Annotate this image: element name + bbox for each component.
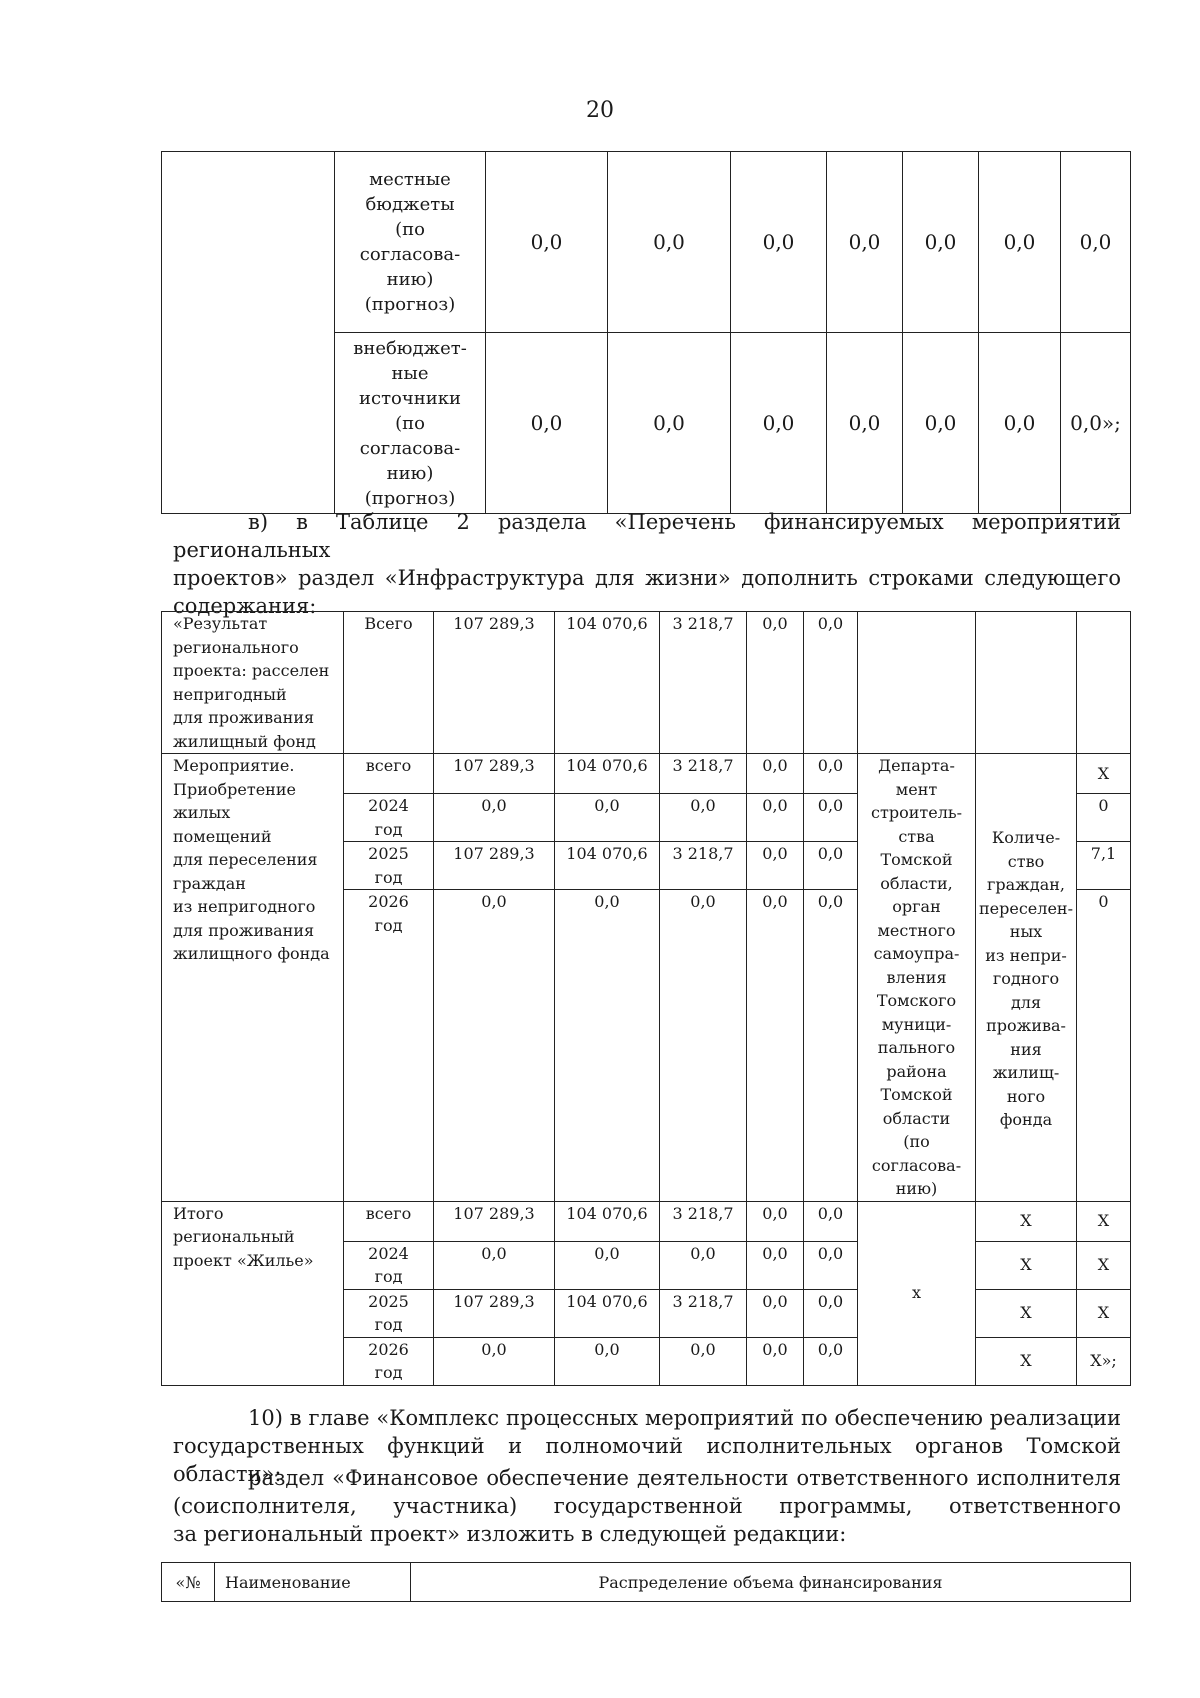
table-row <box>162 754 1131 794</box>
period-cell <box>344 1337 434 1385</box>
value-cell: 0,0 <box>731 152 827 333</box>
indicator-name-cell: X <box>976 1337 1077 1385</box>
value-cell: 0,0 <box>979 152 1061 333</box>
total-name <box>162 1201 344 1385</box>
indicator-name-cell <box>976 754 1077 1202</box>
value-cell: 107 289,3 <box>434 754 555 794</box>
period-cell <box>344 754 434 794</box>
text-line: прожива- <box>986 1016 1066 1035</box>
empty-cell <box>858 612 976 754</box>
text-line: из непригодного <box>173 897 316 916</box>
value-cell: 0,0 <box>486 152 608 333</box>
text-line: Томской <box>880 850 953 869</box>
text-line: (прогноз) <box>364 294 456 315</box>
text-line: Количе- <box>991 828 1061 847</box>
text-line: Департа- <box>878 756 955 775</box>
text-line: строитель- <box>871 803 962 822</box>
text-line: согласова- <box>871 1155 962 1175</box>
text-line: ного <box>1006 1086 1046 1106</box>
period-cell <box>344 890 434 1201</box>
value-cell: 0,0 <box>827 152 903 333</box>
text-line: Томской <box>880 1085 953 1104</box>
text-line: области, <box>880 873 953 893</box>
table-row <box>162 612 1131 754</box>
value-cell: 0,0 <box>486 333 608 514</box>
text-line: 2025 <box>368 1291 409 1311</box>
value-cell: 0,0 <box>660 1241 747 1289</box>
text-line: муници- <box>881 1014 952 1034</box>
text-line: жилищ- <box>992 1063 1060 1082</box>
text-line: 2026 <box>368 1339 409 1359</box>
value-cell: 104 070,6 <box>555 842 660 890</box>
text-line: 2025 <box>368 844 409 864</box>
text-line: местного <box>877 920 956 940</box>
indicator-value: 7,1 <box>1077 842 1131 890</box>
value-cell: 0,0 <box>903 333 979 514</box>
value-cell: 3 218,7 <box>660 1289 747 1337</box>
value-cell: 3 218,7 <box>660 842 747 890</box>
text-line: год <box>374 867 403 887</box>
text-line: ства <box>898 826 935 846</box>
text-line: граждан <box>173 873 246 893</box>
text-line: для проживания <box>173 920 315 940</box>
text-line: «Результат <box>173 614 268 633</box>
value-cell: 0,0 <box>747 1241 804 1289</box>
value-cell: 0,0 <box>804 1337 858 1385</box>
indicator-name-cell: X <box>976 1289 1077 1337</box>
text-line: ных <box>1009 922 1043 941</box>
value-cell: 0,0 <box>804 754 858 794</box>
text-line: (по <box>395 412 425 434</box>
text-line: области <box>882 1108 951 1128</box>
text-line: орган <box>892 897 941 916</box>
table-row <box>162 1563 1131 1602</box>
text-line: в) в Таблице 2 раздела «Перечень финансируемых мероприятий региональных <box>173 510 1121 562</box>
text-line: регионального <box>173 637 299 657</box>
text-line: 2024 <box>368 1243 409 1263</box>
value-cell: 0,0 <box>804 842 858 890</box>
text-line: нию) <box>895 1179 938 1198</box>
text-line: Приобретение <box>173 779 296 799</box>
text-line: Итого <box>173 1203 224 1223</box>
indicator-value: X <box>1077 1201 1131 1241</box>
text-line: ния <box>1010 1039 1042 1059</box>
text-line: внебюджет- <box>353 337 467 359</box>
text-line: Мероприятие. <box>173 756 295 775</box>
paragraph-v <box>173 508 1121 620</box>
value-cell: 0,0 <box>804 1289 858 1337</box>
text-line: Томского <box>876 991 957 1010</box>
event-name <box>162 754 344 1202</box>
text-line: (соисполнителя, участника) государственной программы, ответственного <box>173 1494 1121 1518</box>
text-line: (по <box>395 219 425 240</box>
indicator-value: X <box>1077 754 1131 794</box>
executor-cell <box>858 754 976 1202</box>
value-cell: 0,0 <box>1061 152 1131 333</box>
empty-cell <box>1077 612 1131 754</box>
budget-sources-table <box>161 151 1131 514</box>
text-line: 2026 <box>368 892 409 912</box>
value-cell: 0,0 <box>555 794 660 842</box>
period-cell <box>344 1201 434 1241</box>
text-line: для <box>1010 992 1042 1012</box>
text-line: граждан, <box>986 875 1066 894</box>
empty-cell <box>162 152 335 514</box>
value-cell: 0,0 <box>608 333 731 514</box>
value-cell: 0,0 <box>804 794 858 842</box>
regional-project-table <box>161 611 1131 1386</box>
value-cell: 107 289,3 <box>434 842 555 890</box>
text-line: для проживания <box>173 708 315 727</box>
value-cell: 0,0 <box>555 890 660 1201</box>
text-line: переселен- <box>979 898 1073 918</box>
period-cell <box>344 794 434 842</box>
text-line: источники <box>358 387 461 409</box>
table-row <box>162 152 1131 333</box>
value-cell: 0,0 <box>804 612 858 754</box>
period-cell: Всего <box>344 612 434 754</box>
value-cell: 0,0 <box>747 890 804 1201</box>
text-line: год <box>374 915 403 935</box>
text-line: год <box>374 1267 403 1286</box>
text-line: всего <box>365 756 412 775</box>
value-cell: 107 289,3 <box>434 612 555 754</box>
text-line: района <box>886 1061 947 1081</box>
text-line: год <box>374 1363 403 1382</box>
executor-cell: х <box>858 1201 976 1385</box>
value-cell: 0,0 <box>555 1337 660 1385</box>
text-line: ство <box>1007 851 1045 871</box>
text-line: помещений <box>173 826 272 846</box>
text-line: раздел «Финансовое обеспечение деятельности ответственного исполнителя <box>248 1466 1121 1490</box>
value-cell: 0,0 <box>747 612 804 754</box>
value-cell: 107 289,3 <box>434 1289 555 1337</box>
text-line: согласова- <box>359 437 461 459</box>
indicator-value: X <box>1077 1241 1131 1289</box>
value-cell: 0,0 <box>804 890 858 1201</box>
text-line: год <box>374 1315 403 1334</box>
text-line: жилых <box>173 803 231 822</box>
text-line: жилищного фонда <box>173 944 330 963</box>
text-line: государственных функций и полномочий исполнительных органов Томской области»: <box>173 1434 1121 1486</box>
text-line: мент <box>895 779 938 799</box>
value-cell: 0,0 <box>979 333 1061 514</box>
value-cell: 104 070,6 <box>555 612 660 754</box>
column-header-name: Наименование <box>215 1563 411 1602</box>
text-line: согласова- <box>359 244 461 265</box>
value-cell: 0,0 <box>608 152 731 333</box>
value-cell: 104 070,6 <box>555 1289 660 1337</box>
text-line: пального <box>877 1038 956 1057</box>
result-name <box>162 612 344 754</box>
row-label <box>335 333 486 514</box>
period-cell <box>344 1289 434 1337</box>
text-line: самоупра- <box>873 944 960 963</box>
value-cell: 0,0 <box>434 794 555 842</box>
value-cell: 104 070,6 <box>555 1201 660 1241</box>
value-cell: 0,0 <box>804 1241 858 1289</box>
value-cell: 0,0 <box>747 842 804 890</box>
value-cell: 0,0 <box>747 1337 804 1385</box>
row-label <box>335 152 486 333</box>
indicator-value: X»; <box>1077 1337 1131 1385</box>
value-cell: 0,0 <box>804 1201 858 1241</box>
text-line: за региональный проект» изложить в следующей редакции: <box>173 1522 847 1546</box>
value-cell: 0,0 <box>747 1289 804 1337</box>
value-cell: 107 289,3 <box>434 1201 555 1241</box>
text-line: вления <box>886 967 947 987</box>
value-cell: 0,0 <box>747 754 804 794</box>
value-cell: 0,0 <box>434 1241 555 1289</box>
value-cell: 104 070,6 <box>555 754 660 794</box>
text-line: (прогноз) <box>364 487 456 509</box>
value-cell: 0,0 <box>660 1337 747 1385</box>
column-header-number: «№ <box>162 1563 215 1602</box>
period-cell <box>344 1241 434 1289</box>
text-line: проектов» раздел «Инфраструктура для жизни» дополнить строками следующего <box>173 566 1121 590</box>
indicator-name-cell: X <box>976 1201 1077 1241</box>
indicator-value: X <box>1077 1289 1131 1337</box>
text-line: всего <box>365 1203 412 1223</box>
value-cell: 0,0 <box>827 333 903 514</box>
text-line: региональный <box>173 1227 295 1246</box>
value-cell: 0,0 <box>434 1337 555 1385</box>
text-line: для переселения <box>173 850 318 869</box>
value-cell: 0,0 <box>747 794 804 842</box>
text-line: местные <box>369 169 451 190</box>
indicator-name-cell: X <box>976 1241 1077 1289</box>
page-number: 20 <box>586 98 614 123</box>
table-row <box>162 1201 1131 1241</box>
value-cell: 0,0 <box>731 333 827 514</box>
text-line: из непри- <box>985 945 1067 965</box>
text-line: 2024 <box>368 796 409 816</box>
value-cell: 0,0 <box>660 890 747 1201</box>
text-line: год <box>374 819 403 839</box>
period-cell <box>344 842 434 890</box>
text-line: содержания: <box>173 594 317 618</box>
text-line: проект «Жилье» <box>173 1250 314 1270</box>
value-cell: 0,0 <box>555 1241 660 1289</box>
value-cell: 3 218,7 <box>660 612 747 754</box>
text-line: фонда <box>999 1110 1053 1129</box>
value-cell: 0,0 <box>747 1201 804 1241</box>
text-line: нию) <box>386 269 434 290</box>
text-line: бюджеты <box>365 194 455 215</box>
paragraph-section <box>173 1464 1121 1548</box>
value-cell: 3 218,7 <box>660 754 747 794</box>
text-line: проекта: расселен <box>173 661 330 680</box>
value-cell: 3 218,7 <box>660 1201 747 1241</box>
text-line: годного <box>992 969 1060 988</box>
value-cell: 0,0»; <box>1061 333 1131 514</box>
text-line: ные <box>391 362 429 384</box>
text-line: (по <box>903 1132 930 1151</box>
value-cell: 0,0 <box>660 794 747 842</box>
financing-table-header <box>161 1562 1131 1602</box>
indicator-value: 0 <box>1077 794 1131 842</box>
text-line: непригодный <box>173 684 287 704</box>
column-header-distribution: Распределение объема финансирования <box>411 1563 1131 1602</box>
value-cell: 0,0 <box>434 890 555 1201</box>
indicator-value: 0 <box>1077 890 1131 1201</box>
text-line: жилищный фонд <box>173 731 316 751</box>
text-line: 10) в главе «Комплекс процессных мероприятий по обеспечению реализации <box>248 1406 1121 1430</box>
text-line: нию) <box>386 462 434 484</box>
empty-cell <box>976 612 1077 754</box>
value-cell: 0,0 <box>903 152 979 333</box>
